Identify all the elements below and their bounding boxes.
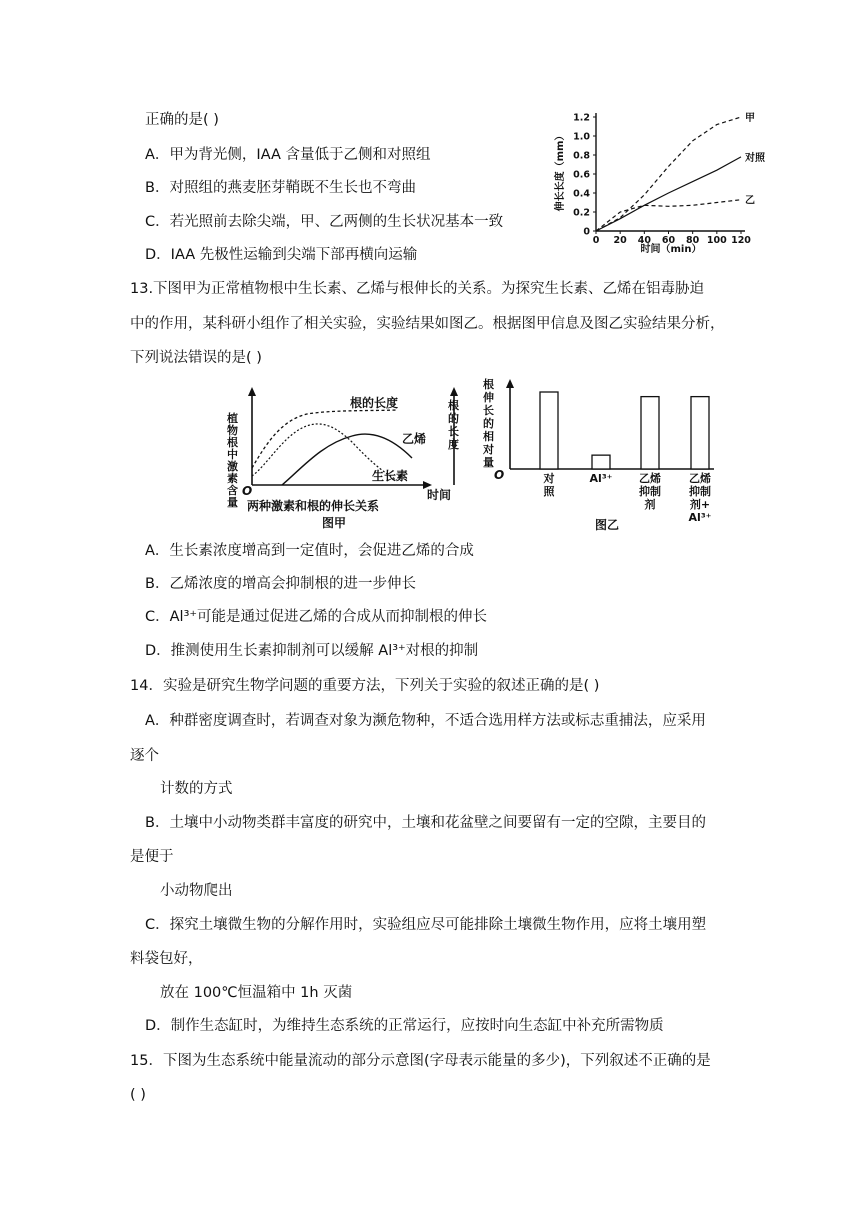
q12-option-c: C．若光照前去除尖端，甲、乙两侧的生长状况基本一致 [145, 214, 504, 230]
q12-ylabel: 伸长长度（mm） [555, 130, 566, 212]
q12-stem-tail: 正确的是( ) [145, 112, 219, 128]
yi-category-label: 乙烯抑制剂 [639, 472, 661, 511]
q12-series-line-1 [596, 157, 741, 231]
q14-line-c2: 料袋包好， [130, 951, 203, 967]
q12-series-label-0: 甲 [745, 113, 755, 124]
jia-right-arrow [450, 387, 458, 396]
q12-y-tick-label: 1.0 [573, 131, 590, 143]
q12-y-tick-label: 0 [583, 226, 590, 238]
q12-x-tick-label: 120 [731, 235, 751, 246]
q14-line-b1: B．土壤中小动物类群丰富度的研究中，土壤和花盆壁之间要留有一定的空隙，主要目的 [145, 815, 706, 831]
yi-category-label: Al³⁺ [589, 472, 613, 485]
q14-line-c3: 放在 100℃恒温箱中 1h 灭菌 [160, 985, 353, 1001]
yi-category-label: 乙烯抑制剂+ Al³⁺ [688, 472, 712, 524]
q12-series-line-0 [596, 117, 741, 231]
jia-origin: O [242, 484, 253, 498]
q14-line-b2: 是便于 [130, 849, 174, 865]
jia-root-length-curve [252, 410, 397, 468]
jia-ylabel: 植物根 中激素 含量 [227, 412, 238, 509]
q13-figure-yi [478, 376, 728, 536]
q12-series-line-2 [596, 200, 741, 231]
q13-option-c: C．Al³⁺可能是通过促进乙烯的合成从而抑制根的伸长 [145, 609, 488, 625]
q13-stem-line-2: 中的作用，某科研小组作了相关实验，实验结果如图乙。根据图甲信息及图乙实验结果分析， [130, 316, 725, 332]
q13-option-a: A．生长素浓度增高到一定值时，会促进乙烯的合成 [145, 543, 474, 559]
q15-stem-line-1: 15．下图为生态系统中能量流动的部分示意图(字母表示能量的多少)，下列叙述不正确的是 [130, 1053, 711, 1069]
jia-y-arrow [248, 387, 256, 396]
jia-label-ethylene: 乙烯 [402, 432, 427, 446]
jia-label-root-length: 根的长度 [350, 396, 399, 410]
yi-caption: 图乙 [595, 518, 620, 532]
q12-y-tick-label: 0.2 [573, 207, 590, 219]
q13-stem-line-3: 下列说法错误的是( ) [130, 350, 262, 366]
q12-xlabel: 时间（min） [640, 244, 702, 255]
q12-x-tick-label: 40 [637, 235, 651, 246]
q12-y-tick-label: 0.8 [573, 150, 590, 162]
q14-line-a3: 计数的方式 [160, 781, 233, 797]
q13-option-d: D．推测使用生长素抑制剂可以缓解 Al³⁺对根的抑制 [145, 643, 479, 659]
yi-bar [691, 397, 709, 469]
q12-x-tick-label: 100 [706, 235, 727, 246]
q13-stem-line-1: 13.下图甲为正常植物根中生长素、乙烯与根伸长的关系。为探究生长素、乙烯在铝毒胁迫 [130, 281, 705, 297]
jia-caption: 图甲 [322, 516, 347, 530]
q12-y-tick-label: 0.6 [573, 169, 590, 181]
q13-figure-jia [222, 380, 472, 532]
q12-line-chart [548, 105, 773, 257]
yi-bar [592, 455, 610, 469]
q14-line-a1: A．种群密度调查时，若调查对象为濒危物种，不适合选用样方法或标志重捕法，应采用 [145, 713, 706, 729]
yi-origin: O [494, 468, 505, 482]
q12-x-tick-label: 0 [592, 235, 600, 246]
yi-category-label: 对照 [543, 472, 555, 498]
q12-y-tick-label: 0.4 [573, 188, 590, 200]
q13-option-b: B．乙烯浓度的增高会抑制根的进一步伸长 [145, 576, 416, 592]
q12-x-tick-label: 80 [686, 235, 700, 246]
yi-ylabel: 根伸长 的相对 量 [483, 378, 494, 469]
q12-x-tick-label: 20 [613, 235, 627, 246]
jia-label-auxin: 生长素 [372, 469, 409, 483]
jia-caption-title: 两种激素和根的伸长关系 [247, 499, 380, 513]
q12-option-a: A．甲为背光侧，IAA 含量低于乙侧和对照组 [145, 147, 431, 163]
q12-x-tick-label: 60 [661, 235, 676, 246]
yi-bar [540, 392, 558, 469]
yi-bar [641, 397, 659, 469]
q14-line-a2: 逐个 [130, 748, 159, 764]
jia-xlabel: 时间 [427, 488, 452, 502]
q15-stem-line-2: ( ) [130, 1087, 146, 1103]
q12-series-label-1: 对照 [745, 152, 765, 164]
q14-line-b3: 小动物爬出 [160, 883, 233, 899]
q12-option-d: D．IAA 先极性运输到尖端下部再横向运输 [145, 247, 418, 263]
q14-line-d: D．制作生态缸时，为维持生态系统的正常运行，应按时向生态缸中补充所需物质 [145, 1018, 664, 1034]
q14-stem: 14．实验是研究生物学问题的重要方法，下列关于实验的叙述正确的是( ) [130, 678, 600, 694]
q12-series-label-2: 乙 [745, 195, 755, 207]
q14-line-c1: C．探究土壤微生物的分解作用时，实验组应尽可能排除土壤微生物作用，应将土壤用塑 [145, 917, 707, 933]
q12-y-tick-label: 1.2 [573, 112, 590, 124]
yi-y-arrow [506, 379, 514, 388]
q12-option-b: B．对照组的燕麦胚芽鞘既不生长也不弯曲 [145, 180, 416, 196]
jia-ylabel-right: 根的长度 [448, 399, 459, 451]
